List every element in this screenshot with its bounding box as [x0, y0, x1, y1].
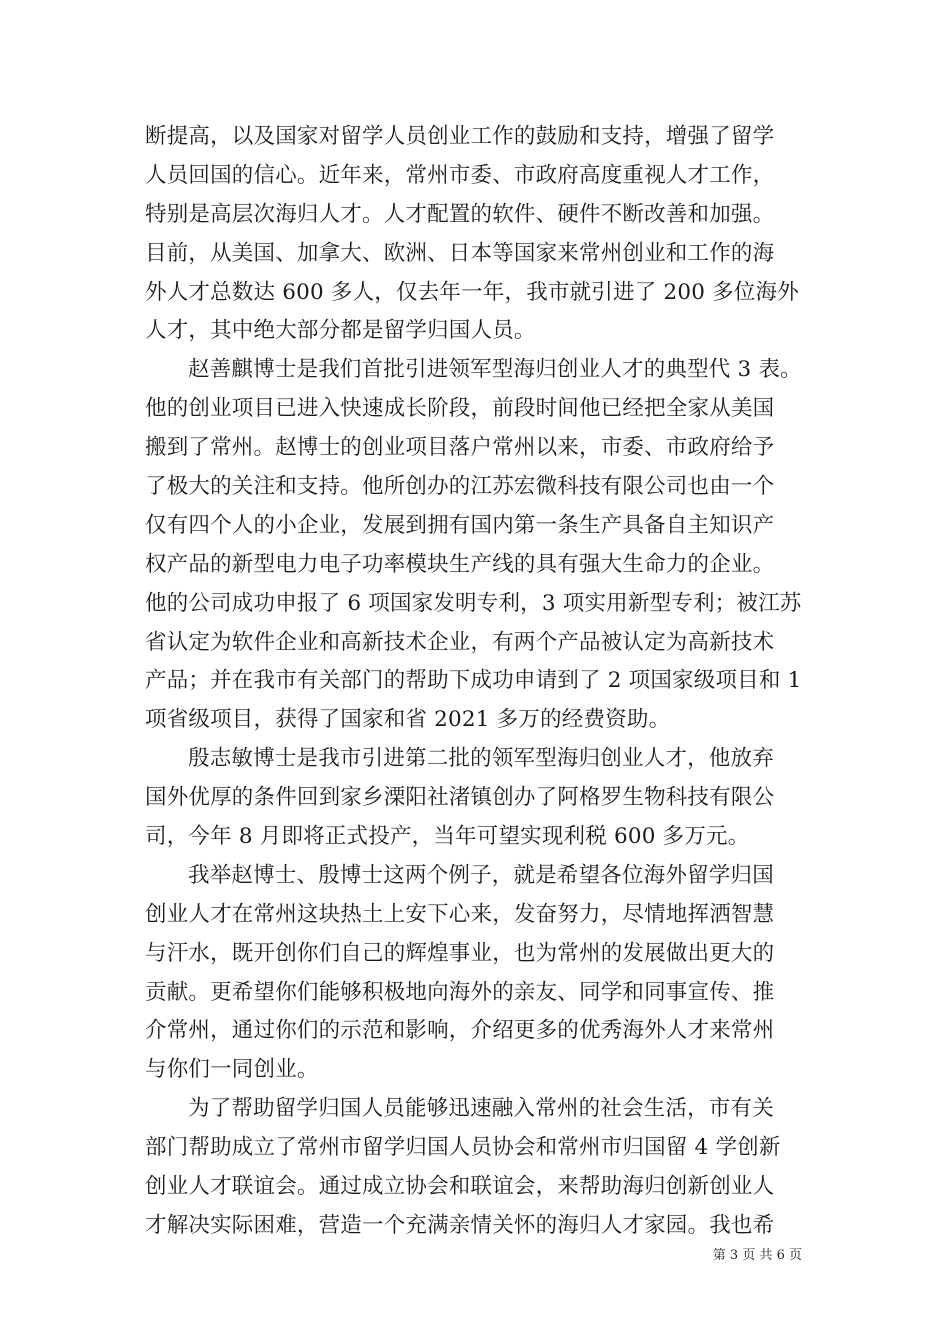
text-line: 与你们一同创业。 — [145, 1057, 319, 1083]
text-line: 人才，其中绝大部分都是留学归国人员。 — [145, 318, 536, 344]
text-line: 介常州，通过你们的示范和影响，介绍更多的优秀海外人才来常州 — [145, 1018, 775, 1044]
text-line: 国外优厚的条件回到家乡溧阳社渚镇创办了阿格罗生物科技有限公 — [145, 785, 775, 811]
paragraph-first-line: 赵善麒博士是我们首批引进领军型海归创业人才的典型代 3 表。 — [188, 357, 802, 383]
paragraph-first-line: 为了帮助留学归国人员能够迅速融入常州的社会生活，市有关 — [188, 1096, 774, 1122]
text-line: 省认定为软件企业和高新技术企业，有两个产品被认定为高新技术 — [145, 629, 775, 655]
text-line: 产品；并在我市有关部门的帮助下成功申请到了 2 项国家级项目和 1 — [145, 668, 802, 694]
text-line: 项省级项目，获得了国家和省 2021 多万的经费资助。 — [145, 707, 671, 733]
page-number-footer: 第 3 页 共 6 页 — [712, 1248, 802, 1263]
text-line: 创业人才在常州这块热土上安下心来，发奋努力，尽情地挥洒智慧 — [145, 901, 775, 927]
text-line: 与汗水，既开创你们自己的辉煌事业，也为常州的发展做出更大的 — [145, 940, 775, 966]
text-line: 人员回国的信心。近年来，常州市委、市政府高度重视人才工作， — [145, 162, 775, 188]
document-body — [145, 118, 810, 1246]
text-line: 外人才总数达 600 多人，仅去年一年，我市就引进了 200 多位海外 — [145, 279, 799, 305]
text-line: 部门帮助成立了常州市留学归国人员协会和常州市归国留 4 学创新 — [145, 1135, 781, 1161]
text-line: 了极大的关注和支持。他所创办的江苏宏微科技有限公司也由一个 — [145, 474, 775, 500]
text-line: 他的公司成功申报了 6 项国家发明专利，3 项实用新型专利；被江苏 — [145, 590, 802, 616]
text-line: 特别是高层次海归人才。人才配置的软件、硬件不断改善和加强。 — [145, 201, 775, 227]
text-line: 权产品的新型电力电子功率模块生产线的具有强大生命力的企业。 — [145, 551, 775, 577]
text-line: 仅有四个人的小企业，发展到拥有国内第一条生产具备自主知识产 — [145, 512, 775, 538]
text-line: 目前，从美国、加拿大、欧洲、日本等国家来常州创业和工作的海 — [145, 240, 775, 266]
text-line: 司，今年 8 月即将正式投产，当年可望实现利税 600 多万元。 — [145, 824, 750, 850]
paragraph-first-line: 我举赵博士、殷博士这两个例子，就是希望各位海外留学归国 — [188, 862, 774, 888]
text-line: 创业人才联谊会。通过成立协会和联谊会，来帮助海归创新创业人 — [145, 1174, 775, 1200]
paragraph-first-line: 殷志敏博士是我市引进第二批的领军型海归创业人才，他放弃 — [188, 746, 774, 772]
text-line: 才解决实际困难，营造一个充满亲情关怀的海归人才家园。我也希 — [145, 1212, 775, 1238]
text-line: 搬到了常州。赵博士的创业项目落户常州以来，市委、市政府给予 — [145, 435, 775, 461]
text-line: 他的创业项目已进入快速成长阶段，前段时间他已经把全家从美国 — [145, 396, 775, 422]
text-line: 贡献。更希望你们能够积极地向海外的亲友、同学和同事宣传、推 — [145, 979, 775, 1005]
text-line: 断提高，以及国家对留学人员创业工作的鼓励和支持，增强了留学 — [145, 124, 775, 149]
